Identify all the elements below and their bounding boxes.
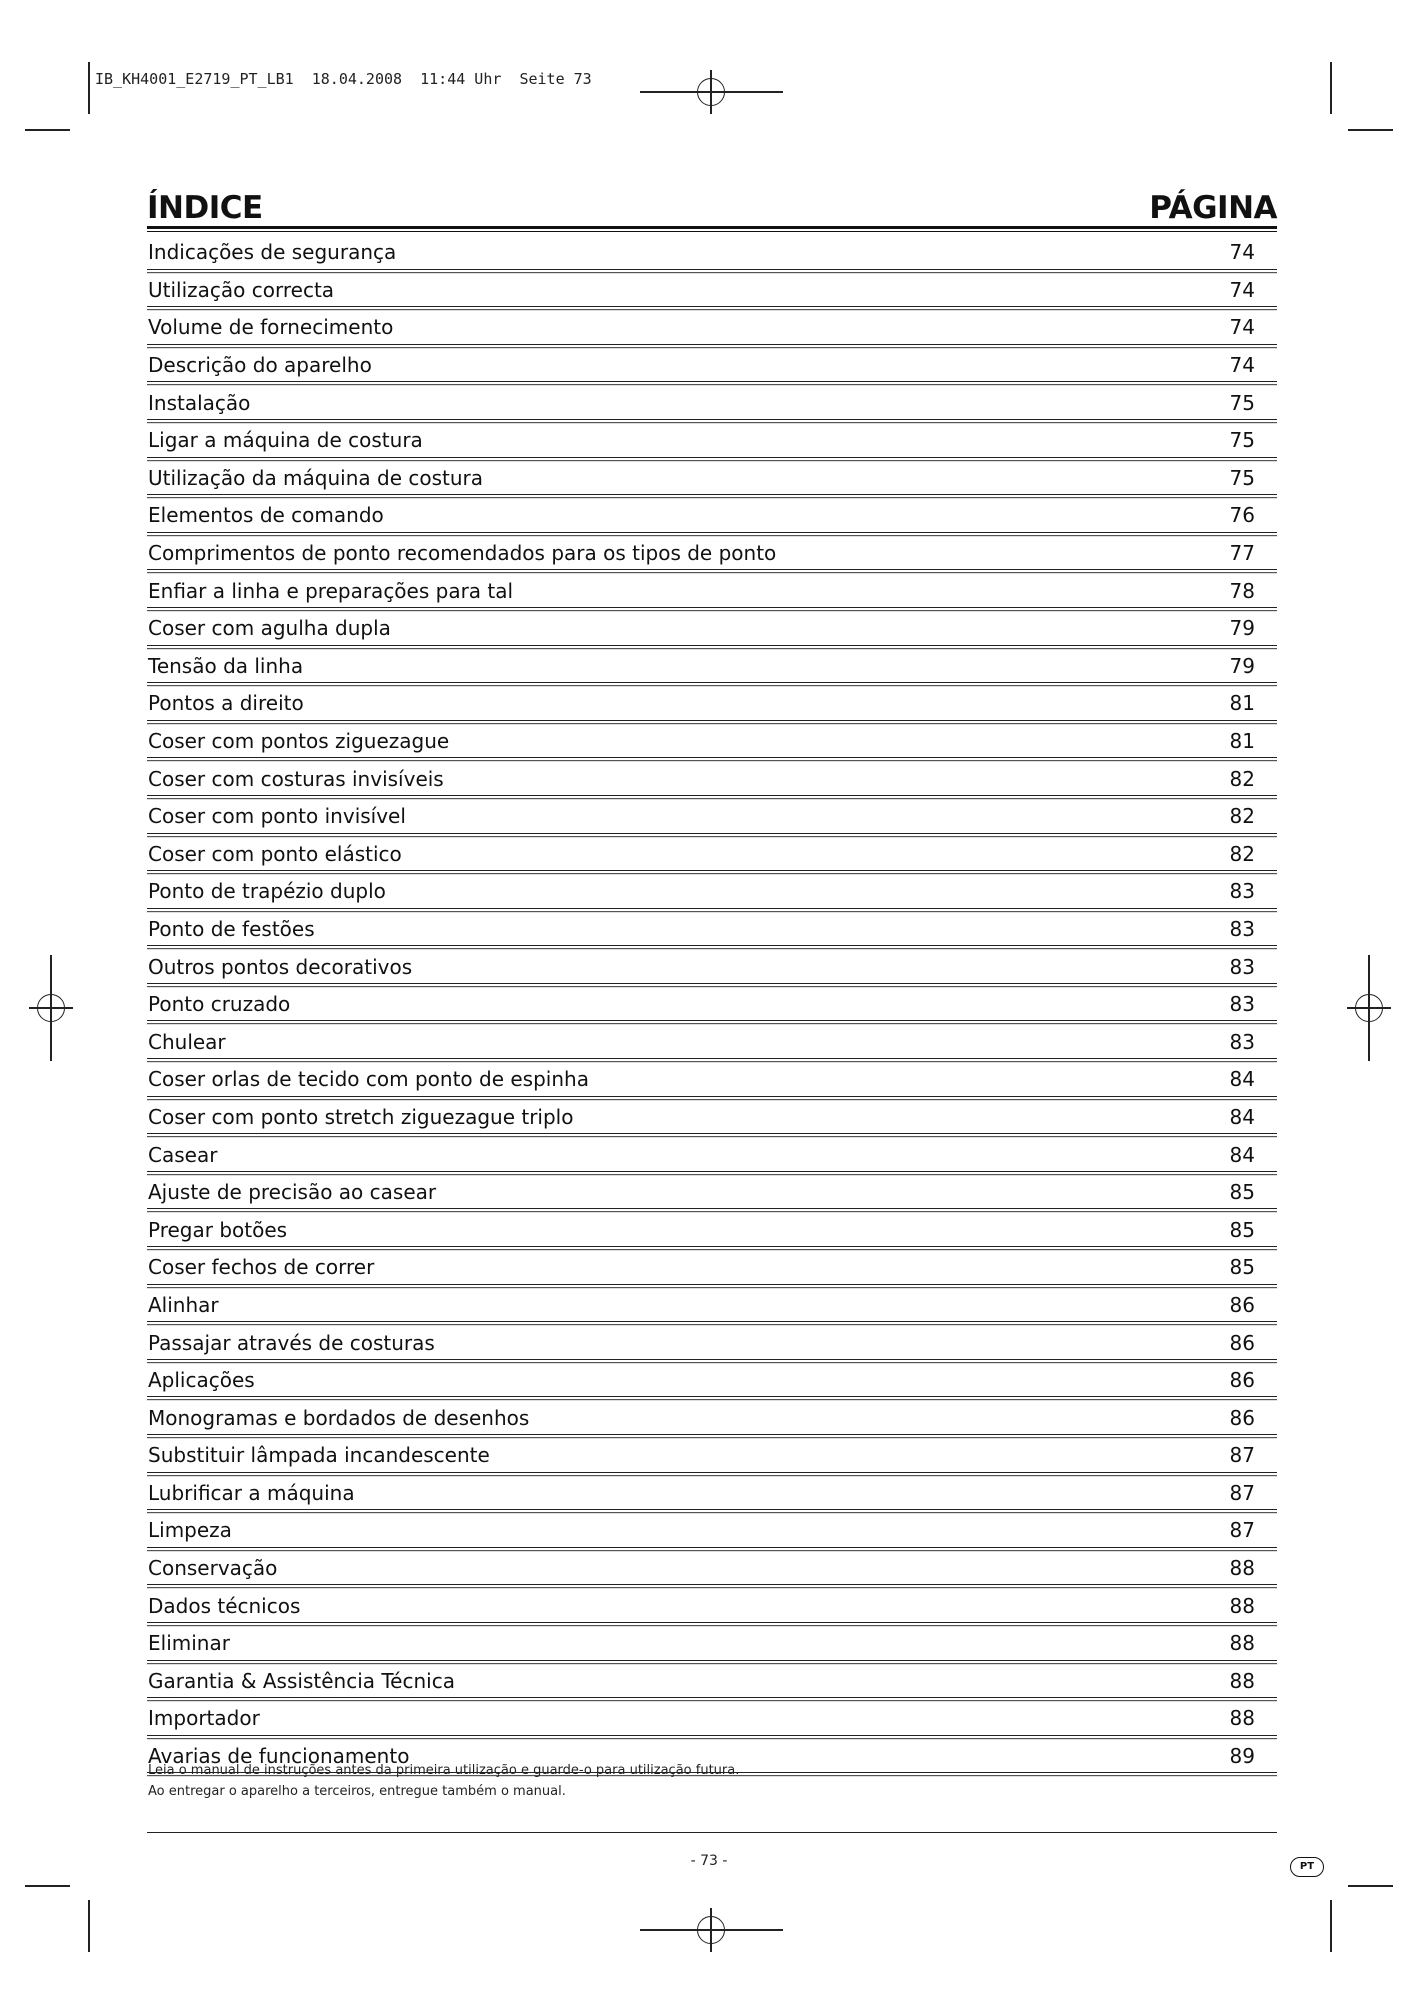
toc-entry-title: Tensão da linha: [148, 653, 304, 678]
toc-entry: [147, 1209, 1277, 1247]
toc-entry-title: Monogramas e bordados de desenhos: [148, 1405, 530, 1430]
toc-entry-title: Lubrificar a máquina: [148, 1480, 355, 1505]
toc-entry-page: 81: [1229, 691, 1255, 716]
toc-entry-page: 85: [1229, 1255, 1255, 1280]
toc-entry-title: Descrição do aparelho: [148, 353, 372, 378]
toc-entry-page: 83: [1229, 879, 1255, 904]
toc-entries: [147, 232, 1277, 1773]
toc-entry-title: Eliminar: [148, 1631, 230, 1656]
toc-entry-page: 88: [1229, 1593, 1255, 1618]
toc-entry: [147, 1322, 1277, 1360]
toc-entry-page: 75: [1229, 390, 1255, 415]
usage-note-line: Leia o manual de instruções antes da primeira utilização e guarde-o para utilização futura.: [148, 1763, 740, 1778]
usage-note-line: Ao entregar o aparelho a terceiros, entregue também o manual.: [148, 1784, 566, 1799]
toc-entry: [147, 307, 1277, 345]
crop-mark: [25, 1885, 70, 1887]
toc-entry: [147, 1285, 1277, 1323]
registration-mark: [689, 70, 733, 114]
toc-entry: [147, 1473, 1277, 1511]
page-number: - 73 -: [690, 1853, 728, 1869]
toc-entry-title: Coser com ponto elástico: [148, 841, 402, 866]
toc-entry-title: Substituir lâmpada incandescente: [148, 1443, 490, 1468]
toc-entry-title: Importador: [148, 1706, 260, 1731]
toc-entry: [147, 1247, 1277, 1285]
toc-entry-page: 74: [1229, 353, 1255, 378]
toc-entry-title: Elementos de comando: [148, 503, 384, 528]
toc-entry: [147, 1360, 1277, 1398]
toc-entry-title: Alinhar: [148, 1292, 219, 1317]
registration-line: [50, 1029, 52, 1061]
registration-line: [733, 91, 783, 93]
toc-entry: [147, 1059, 1277, 1097]
toc-entry-title: Ponto de trapézio duplo: [148, 879, 386, 904]
toc-entry-page: 83: [1229, 954, 1255, 979]
toc-entry: [147, 232, 1277, 270]
toc-entry-title: Coser com pontos ziguezague: [148, 729, 450, 754]
toc-entry: [147, 871, 1277, 909]
toc-entry-title: Pontos a direito: [148, 691, 304, 716]
toc-entry: [147, 608, 1277, 646]
toc-title: ÍNDICE: [147, 190, 263, 226]
table-of-contents: [147, 186, 1277, 1773]
toc-entry-page: 86: [1229, 1368, 1255, 1393]
toc-entry-page: 86: [1229, 1405, 1255, 1430]
toc-entry: [147, 495, 1277, 533]
toc-entry-title: Enfiar a linha e preparações para tal: [148, 578, 514, 603]
toc-entry-page: 82: [1229, 804, 1255, 829]
registration-mark: [689, 1908, 733, 1952]
toc-entry: [147, 533, 1277, 571]
toc-entry: [147, 909, 1277, 947]
toc-entry-title: Coser com costuras invisíveis: [148, 766, 444, 791]
toc-entry-page: 86: [1229, 1330, 1255, 1355]
toc-entry-page: 85: [1229, 1180, 1255, 1205]
registration-mark: [1347, 986, 1391, 1030]
toc-entry: [147, 570, 1277, 608]
toc-entry-title: Ligar a máquina de costura: [148, 428, 423, 453]
toc-entry: [147, 1021, 1277, 1059]
toc-entry: [147, 796, 1277, 834]
toc-entry: [147, 1510, 1277, 1548]
toc-entry-page: 78: [1229, 578, 1255, 603]
toc-entry-page: 74: [1229, 240, 1255, 265]
toc-entry-page: 81: [1229, 729, 1255, 754]
toc-entry: [147, 1134, 1277, 1172]
usage-note: [148, 1760, 739, 1802]
toc-entry-title: Conservação: [148, 1556, 278, 1581]
toc-entry-page: 88: [1229, 1631, 1255, 1656]
toc-entry-title: Volume de fornecimento: [148, 315, 394, 340]
language-badge: PT: [1290, 1857, 1324, 1877]
toc-entry-title: Pregar botões: [148, 1217, 288, 1242]
toc-entry-page: 74: [1229, 315, 1255, 340]
toc-entry: [147, 1097, 1277, 1135]
toc-entry-title: Coser com ponto invisível: [148, 804, 406, 829]
toc-entry: [147, 1623, 1277, 1661]
toc-entry: [147, 646, 1277, 684]
toc-entry-title: Utilização correcta: [148, 277, 335, 302]
toc-entry-page: 87: [1229, 1480, 1255, 1505]
toc-entry: [147, 721, 1277, 759]
toc-entry-title: Coser com ponto stretch ziguezague triplo: [148, 1104, 574, 1129]
toc-entry-page: 88: [1229, 1556, 1255, 1581]
toc-entry-title: Utilização da máquina de costura: [148, 465, 484, 490]
toc-entry: [147, 683, 1277, 721]
toc-entry-page: 84: [1229, 1067, 1255, 1092]
registration-line: [640, 1929, 690, 1931]
toc-entry-title: Avarias de funcionamento: [148, 1744, 410, 1769]
toc-entry-title: Limpeza: [148, 1518, 232, 1543]
footer-rule: [147, 1832, 1277, 1833]
toc-entry: [147, 758, 1277, 796]
toc-entry: [147, 420, 1277, 458]
toc-entry-title: Ponto de festões: [148, 916, 315, 941]
toc-entry-title: Dados técnicos: [148, 1593, 301, 1618]
toc-entry-page: 79: [1229, 616, 1255, 641]
toc-entry-page: 74: [1229, 277, 1255, 302]
toc-entry-page: 88: [1229, 1668, 1255, 1693]
toc-entry: [147, 1397, 1277, 1435]
crop-mark: [88, 62, 90, 114]
toc-entry-page: 87: [1229, 1518, 1255, 1543]
toc-entry: [147, 1548, 1277, 1586]
toc-entry-page: 87: [1229, 1443, 1255, 1468]
registration-line: [1368, 955, 1370, 987]
toc-entry: [147, 946, 1277, 984]
print-slug: IB_KH4001_E2719_PT_LB1 18.04.2008 11:44 Uhr Seite 73: [95, 70, 592, 88]
toc-entry: [147, 834, 1277, 872]
toc-entry: [147, 1172, 1277, 1210]
toc-entry-title: Outros pontos decorativos: [148, 954, 413, 979]
toc-entry-page: 83: [1229, 992, 1255, 1017]
toc-entry-page: 76: [1229, 503, 1255, 528]
crop-mark: [1348, 129, 1393, 131]
crop-mark: [1348, 1885, 1393, 1887]
registration-line: [1368, 1029, 1370, 1061]
toc-entry-page: 77: [1229, 541, 1255, 566]
toc-entry-page: 89: [1229, 1744, 1255, 1769]
toc-entry-title: Coser orlas de tecido com ponto de espinha: [148, 1067, 589, 1092]
toc-entry: [147, 270, 1277, 308]
toc-entry-title: Aplicações: [148, 1368, 255, 1393]
toc-entry: [147, 984, 1277, 1022]
toc-entry-page: 79: [1229, 653, 1255, 678]
crop-mark: [1330, 1900, 1332, 1952]
toc-entry-page: 86: [1229, 1292, 1255, 1317]
crop-mark: [25, 129, 70, 131]
toc-entry-page: 84: [1229, 1104, 1255, 1129]
toc-entry-page: 88: [1229, 1706, 1255, 1731]
toc-entry-title: Comprimentos de ponto recomendados para os tipos de ponto: [148, 541, 777, 566]
toc-entry-title: Instalação: [148, 390, 251, 415]
crop-mark: [1330, 62, 1332, 114]
registration-mark: [29, 986, 73, 1030]
toc-entry: [147, 382, 1277, 420]
toc-entry: [147, 1698, 1277, 1736]
toc-entry-title: Ponto cruzado: [148, 992, 291, 1017]
toc-entry-title: Garantia & Assistência Técnica: [148, 1668, 455, 1693]
toc-entry: [147, 1435, 1277, 1473]
toc-entry-title: Ajuste de precisão ao casear: [148, 1180, 437, 1205]
toc-entry-title: Casear: [148, 1142, 218, 1167]
toc-entry: [147, 1585, 1277, 1623]
toc-header: [147, 186, 1277, 229]
toc-entry-title: Passajar através de costuras: [148, 1330, 435, 1355]
toc-entry-page: 82: [1229, 841, 1255, 866]
toc-entry-page: 83: [1229, 916, 1255, 941]
registration-line: [733, 1929, 783, 1931]
toc-entry-page: 85: [1229, 1217, 1255, 1242]
toc-entry-page: 83: [1229, 1029, 1255, 1054]
toc-entry: [147, 1661, 1277, 1699]
toc-entry-title: Coser fechos de correr: [148, 1255, 375, 1280]
toc-entry: [147, 345, 1277, 383]
crop-mark: [88, 1900, 90, 1952]
toc-entry-page: 82: [1229, 766, 1255, 791]
toc-entry-page: 75: [1229, 465, 1255, 490]
toc-page-heading: PÁGINA: [1149, 190, 1277, 226]
toc-entry-page: 75: [1229, 428, 1255, 453]
registration-line: [50, 955, 52, 987]
toc-entry-page: 84: [1229, 1142, 1255, 1167]
toc-entry-title: Chulear: [148, 1029, 226, 1054]
registration-line: [640, 91, 690, 93]
toc-entry: [147, 458, 1277, 496]
toc-entry-title: Indicações de segurança: [148, 240, 397, 265]
toc-entry-title: Coser com agulha dupla: [148, 616, 391, 641]
